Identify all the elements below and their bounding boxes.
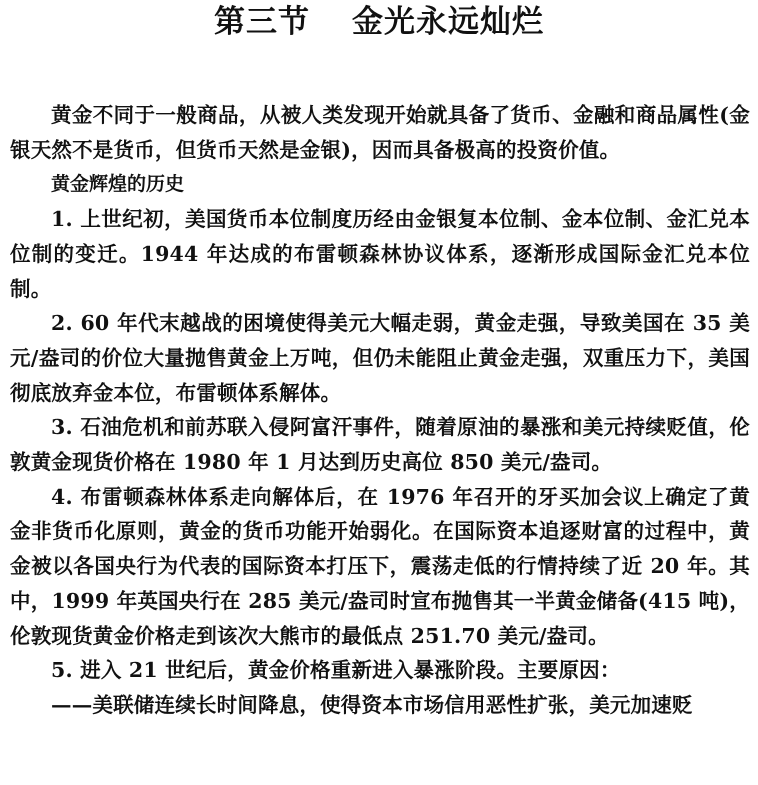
paragraph-1: 1. 上世纪初，美国货币本位制度历经由金银复本位制、金本位制、金汇兑本位制的变迁。1944 年达成的布雷顿森林协议体系，逐渐形成国际金汇兑本位制。 [10, 207, 750, 301]
intro-paragraph: 黄金不同于一般商品，从被人类发现开始就具备了货币、金融和商品属性(金银天然不是货币，但货币天然是金银)，因而具备极高的投资价值。 [10, 103, 750, 162]
section-title [0, 2, 758, 42]
subheading: 黄金辉煌的历史 [51, 173, 185, 196]
paragraph-3: 3. 石油危机和前苏联入侵阿富汗事件，随着原油的暴涨和美元持续贬值，伦敦黄金现货价格在 1980 年 1 月达到历史高位 850 美元/盎司。 [10, 415, 750, 475]
paragraph-6: ——美联储连续长时间降息，使得资本市场信用恶性扩张，美元加速贬 [51, 692, 693, 717]
body-text [10, 98, 750, 723]
section-title-text: 金光永远灿烂 [352, 4, 544, 40]
paragraph-5: 5. 进入 21 世纪后，黄金价格重新进入暴涨阶段。主要原因： [51, 658, 621, 683]
paragraph-4: 4. 布雷顿森林体系走向解体后，在 1976 年召开的牙买加会议上确定了黄金非货币化原则，黄金的货币功能开始弱化。在国际资本追逐财富的过程中，黄金被以各国央行为代表的国际资本打压下，震荡走低的行情持续了近 20 年。其中，1999 年英国央行在 285 美元/盎司时宣布抛售其一半黄金储备(415 吨)，伦敦现货黄金价格走到该次大熊市的最低点 251.70 美元/盎司。 [10, 484, 750, 648]
section-number: 第三节 [214, 4, 310, 40]
paragraph-2: 2. 60 年代末越战的困境使得美元大幅走弱，黄金走强，导致美国在 35 美元/盎司的价位大量抛售黄金上万吨，但仍未能阻止黄金走强，双重压力下，美国彻底放弃金本位，布雷顿体系解体。 [10, 311, 750, 405]
